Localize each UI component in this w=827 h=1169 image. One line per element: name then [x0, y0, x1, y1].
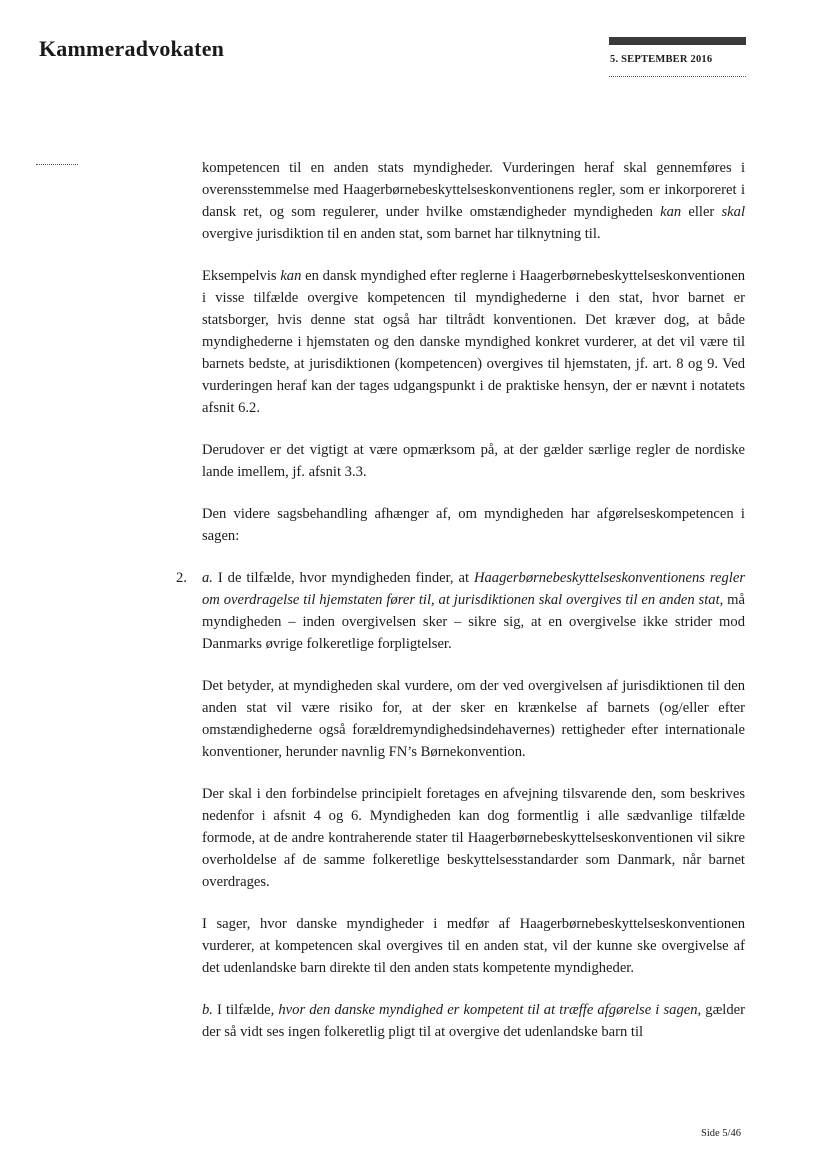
paragraph-1: kompetencen til en anden stats myndigheder. Vurderingen heraf skal gennemføres i overensstemmelse med Haagerbørnebeskyttelseskonventionens regler, som er inkorporeret i dansk ret, og som regulerer, under hvilke omstændigheder myndigheden kan eller skal overgive jurisdiktion til en anden stat, som barnet har tilknytning til. [202, 160, 745, 242]
header-bar [609, 37, 746, 45]
paragraph-number: 2. [176, 570, 187, 586]
page-number: Side 5/46 [701, 1128, 741, 1139]
margin-divider [36, 164, 78, 165]
document-date: 5. SEPTEMBER 2016 [610, 54, 713, 65]
date-divider [609, 76, 746, 77]
document-body [176, 157, 745, 1063]
paragraph-6: Det betyder, at myndigheden skal vurdere, om der ved overgivelsen af jurisdiktionen til den anden stat vil være risiko for, at der sker en krænkelse af barnets (og/eller efter omstændighederne også forældremyndighedsindehavernes) rettigheder efter internationale konventioner, herunder navnlig FN’s Børnekonvention. [202, 678, 745, 760]
numbered-paragraph-2: 2. a. I de tilfælde, hvor myndigheden finder, at Haagerbørnebeskyttelseskonventionens regler om overdragelse til hjemstaten fører til, at jurisdiktionen skal overgives til en anden stat, må myndigheden – inden overgivelsen sker – sikre sig, at en overgivelse ikke strider mod Danmarks øvrige folkeretlige forpligtelser. [202, 567, 745, 655]
paragraph-9: b. I tilfælde, hvor den danske myndighed er kompetent til at træffe afgørelse i sagen, gælder der så vidt ses ingen folkeretlig pligt til at overgive det udenlandske barn til [202, 1002, 745, 1040]
paragraph-4: Den videre sagsbehandling afhænger af, om myndigheden har afgørelseskompetencen i sagen: [202, 506, 745, 544]
kammeradvokaten-logo: Kammeradvokaten [39, 36, 225, 61]
paragraph-2: Eksempelvis kan en dansk myndighed efter reglerne i Haagerbørnebeskyttelseskonventionen i visse tilfælde overgive kompetencen til myndighederne i den stat, hvor barnet er statsborger, hvis denne stat også har tiltrådt konventionen. Det kræver dog, at både myndighederne i hjemstaten og den danske myndighed konkret vurderer, at det vil være til barnets bedste, at jurisdiktionen (kompetencen) overgives til hjemstaten, jf. art. 8 og 9. Ved vurderingen heraf kan der tages udgangspunkt i de praktiske hensyn, der er nævnt i notatets afsnit 6.2. [202, 268, 745, 416]
paragraph-3: Derudover er det vigtigt at være opmærksom på, at der gælder særlige regler de nordiske lande imellem, jf. afsnit 3.3. [202, 442, 745, 480]
paragraph-7: Der skal i den forbindelse principielt foretages en afvejning tilsvarende den, som beskrives nedenfor i afsnit 4 og 6. Myndigheden kan dog formentlig i alle sædvanlige tilfælde formode, at de andre kontraherende stater til Haagerbørnebeskyttelseskonventionen vil sikre overholdelse af de samme folkeretlige beskyttelsesstandarder som Danmark, når barnet overdrages. [202, 786, 745, 890]
paragraph-8: I sager, hvor danske myndigheder i medfør af Haagerbørnebeskyttelseskonventionen vurderer, at kompetencen skal overgives til en anden stat, vil der kunne ske overgivelse af det udenlandske barn direkte til den anden stats kompetente myndigheder. [202, 916, 745, 976]
